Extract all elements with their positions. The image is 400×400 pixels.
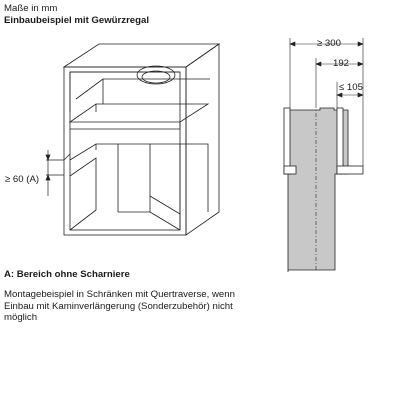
depth-mid-label: 192	[333, 58, 350, 69]
units-label: Maße in mm	[4, 3, 58, 14]
cabinet-top	[64, 44, 219, 67]
cabinet-3d	[64, 44, 219, 235]
right-wall	[337, 108, 343, 174]
depth-total-label: ≥ 300	[317, 38, 341, 49]
cabinet-right-side	[186, 44, 219, 235]
hinge-gap-value: ≥ 60 (A)	[5, 174, 40, 185]
right-shelf	[337, 166, 363, 174]
left-wall	[284, 108, 290, 174]
left-shelf	[284, 166, 296, 174]
section-view	[284, 104, 363, 272]
footnote-label: A: Bereich ohne Scharniere	[4, 269, 130, 280]
footnote-text: Montagebeispiel in Schränken mit Quertraverse, wenn Einbau mit Kaminverlängerung (Sonderzubehör) nicht möglich	[4, 289, 235, 324]
depth-front-label: ≤ 105	[339, 82, 363, 93]
hinge-gap-label	[5, 174, 39, 186]
cabinet-front	[64, 67, 186, 235]
hinge-gap-dimension	[46, 150, 70, 196]
page-title: Einbaubeispiel mit Gewürzregal	[4, 15, 150, 26]
cabinet-front-opening	[70, 72, 180, 230]
